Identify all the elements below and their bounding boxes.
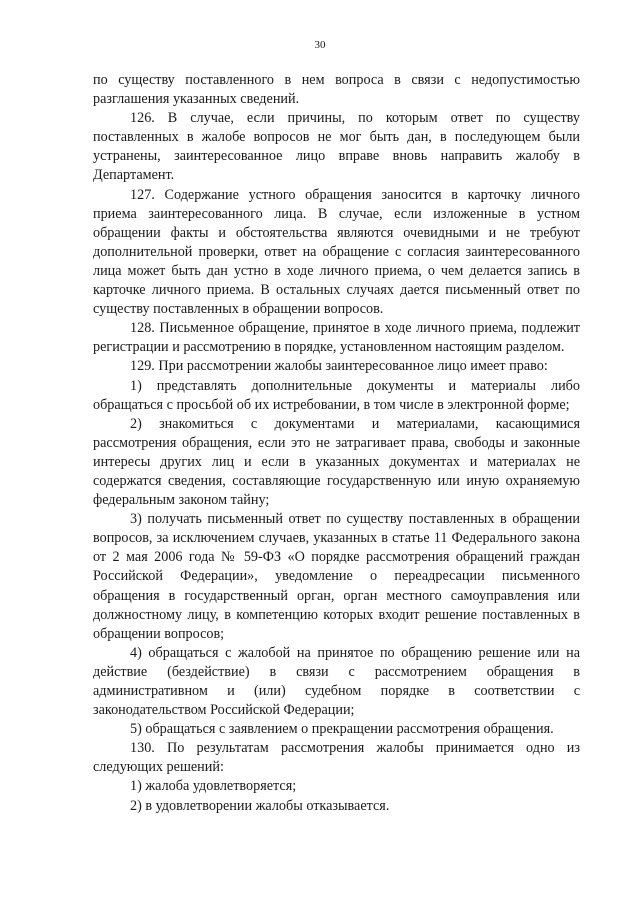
list-item-129-1: 1) представлять дополнительные документы и материалы либо обращаться с просьбой об их истребовании, в том числе в электронной форме; <box>93 377 580 413</box>
list-item-129-2: 2) знакомиться с документами и материалами, касающимися рассмотрения обращения, если это не затрагивает права, свободы и законные интересы других лиц и если в указанных документах и материалах не содержатся сведения, составляющие государственную или иную охраняемую федеральным законом тайну; <box>93 415 580 509</box>
paragraph-126: 126. В случае, если причины, по которым ответ по существу поставленных в жалобе вопросов не мог быть дан, в последующем были устранены, заинтересованное лицо вправе вновь направить жалобу в Департамент. <box>93 110 580 184</box>
paragraph-130: 130. По результатам рассмотрения жалобы принимается одно из следующих решений: <box>93 740 580 776</box>
page-number: 30 <box>314 39 326 51</box>
list-item-129-3: 3) получать письменный ответ по существу поставленных в обращении вопросов, за исключением случаев, указанных в статье 11 Федерального закона от 2 мая 2006 года № 59-ФЗ «О порядке рассмотрения обращений граждан Российской Федерации», уведомление о переадресации письменного обращения в государственный орган, орган местного самоуправления или должностному лицу, в компетенцию которых входит решение поставленных в обращении вопросов; <box>93 511 580 642</box>
list-item-130-2: 2) в удовлетворении жалобы отказывается. <box>130 797 390 814</box>
paragraph-128: 128. Письменное обращение, принятое в ходе личного приема, подлежит регистрации и рассмотрению в порядке, установленном настоящим разделом. <box>93 320 580 356</box>
paragraph-127: 127. Содержание устного обращения заносится в карточку личного приема заинтересованного лица. В случае, если изложенные в устном обращении факты и обстоятельства являются очевидными и не требуют дополнительной проверки, ответ на обращение с согласия заинтересованного лица может быть дан устно в ходе личного приема, о чем делается запись в карточке личного приема. В остальных случаях дается письменный ответ по существу поставленных в обращении вопросов. <box>93 186 580 318</box>
list-item-130-1: 1) жалоба удовлетворяется; <box>130 778 297 795</box>
list-item-129-4: 4) обращаться с жалобой на принятое по обращению решение или на действие (бездействие) в связи с рассмотрением обращения в административном и (или) судебном порядке в соответствии с законодательством Российской Федерации; <box>93 644 580 719</box>
paragraph-continuation: по существу поставленного в нем вопроса в связи с недопустимостью разглашения указанных сведений. <box>93 72 580 108</box>
paragraph-129: 129. При рассмотрении жалобы заинтересованное лицо имеет право: <box>130 358 548 375</box>
document-body <box>93 71 580 816</box>
list-item-129-5: 5) обращаться с заявлением о прекращении рассмотрения обращения. <box>130 721 554 738</box>
